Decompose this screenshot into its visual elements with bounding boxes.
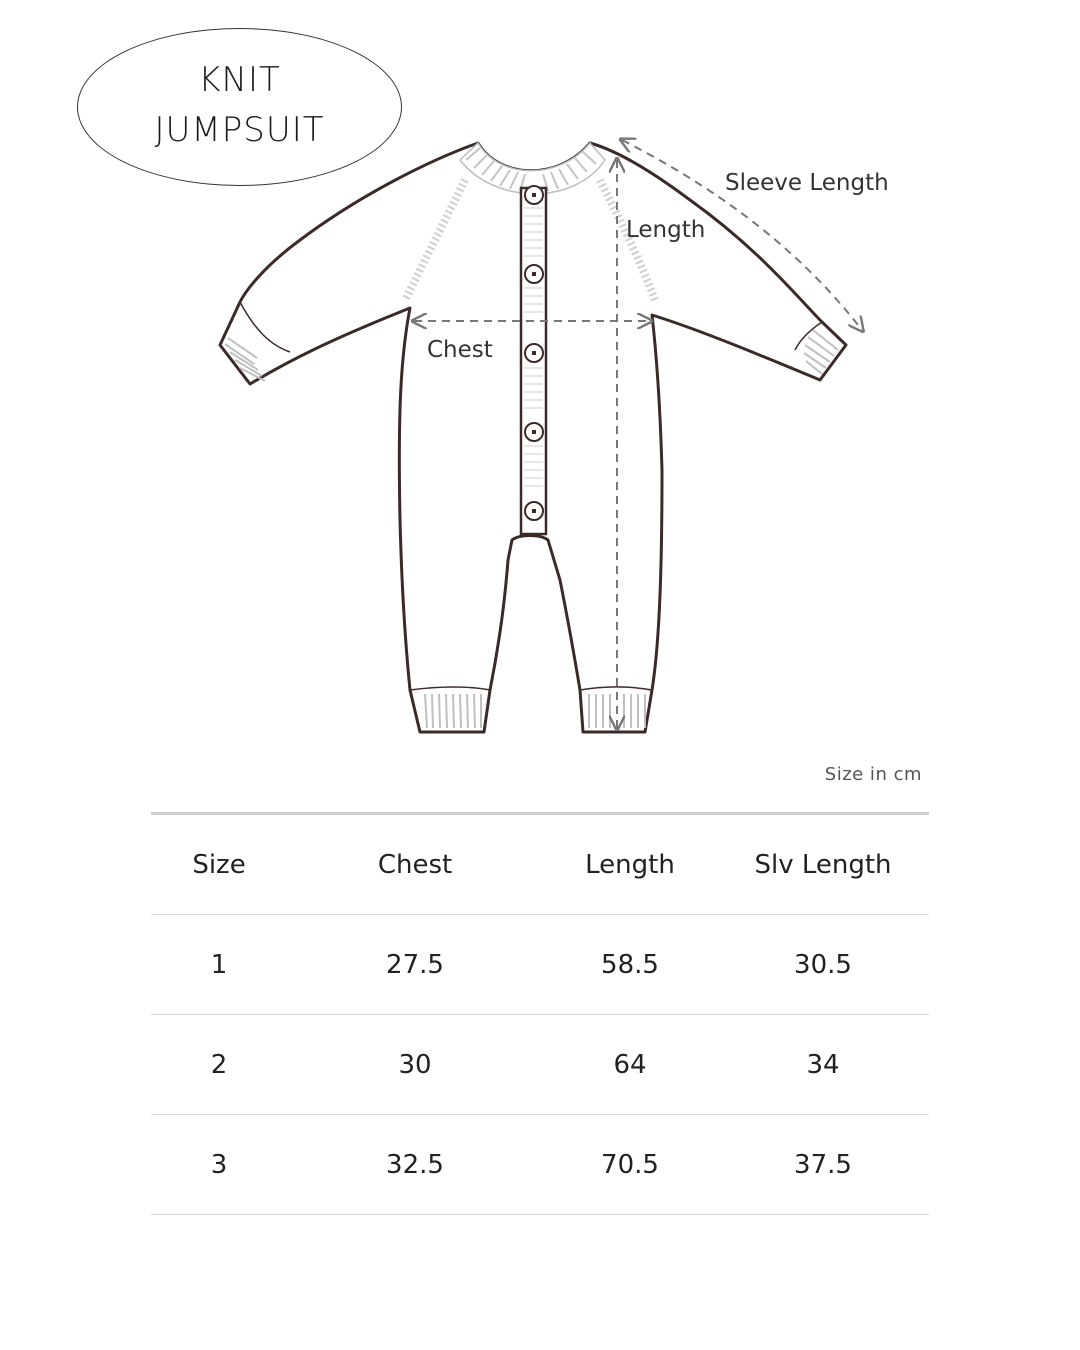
cell-chest: 27.5 xyxy=(287,915,543,1015)
table-row xyxy=(151,1015,929,1115)
cell-length: 64 xyxy=(543,1015,717,1115)
cell-size: 1 xyxy=(151,915,287,1015)
table-row xyxy=(151,915,929,1015)
header-chest: Chest xyxy=(287,814,543,915)
title-line-1: KNIT xyxy=(198,60,281,100)
table-header-row xyxy=(151,814,929,915)
sleeve-length-label: Sleeve Length xyxy=(725,170,889,196)
size-table xyxy=(151,812,929,1215)
title-line-2: JUMPSUIT xyxy=(154,110,325,150)
cell-slv-length: 30.5 xyxy=(717,915,929,1015)
cell-chest: 32.5 xyxy=(287,1115,543,1215)
cell-size: 2 xyxy=(151,1015,287,1115)
header-size: Size xyxy=(151,814,287,915)
length-label: Length xyxy=(626,217,706,243)
cell-length: 58.5 xyxy=(543,915,717,1015)
cell-chest: 30 xyxy=(287,1015,543,1115)
cell-slv-length: 34 xyxy=(717,1015,929,1115)
header-length: Length xyxy=(543,814,717,915)
header-slv-length: Slv Length xyxy=(717,814,929,915)
table-row xyxy=(151,1115,929,1215)
cell-size: 3 xyxy=(151,1115,287,1215)
chest-label: Chest xyxy=(427,337,493,363)
cell-length: 70.5 xyxy=(543,1115,717,1215)
cell-slv-length: 37.5 xyxy=(717,1115,929,1215)
unit-note: Size in cm xyxy=(824,764,922,785)
